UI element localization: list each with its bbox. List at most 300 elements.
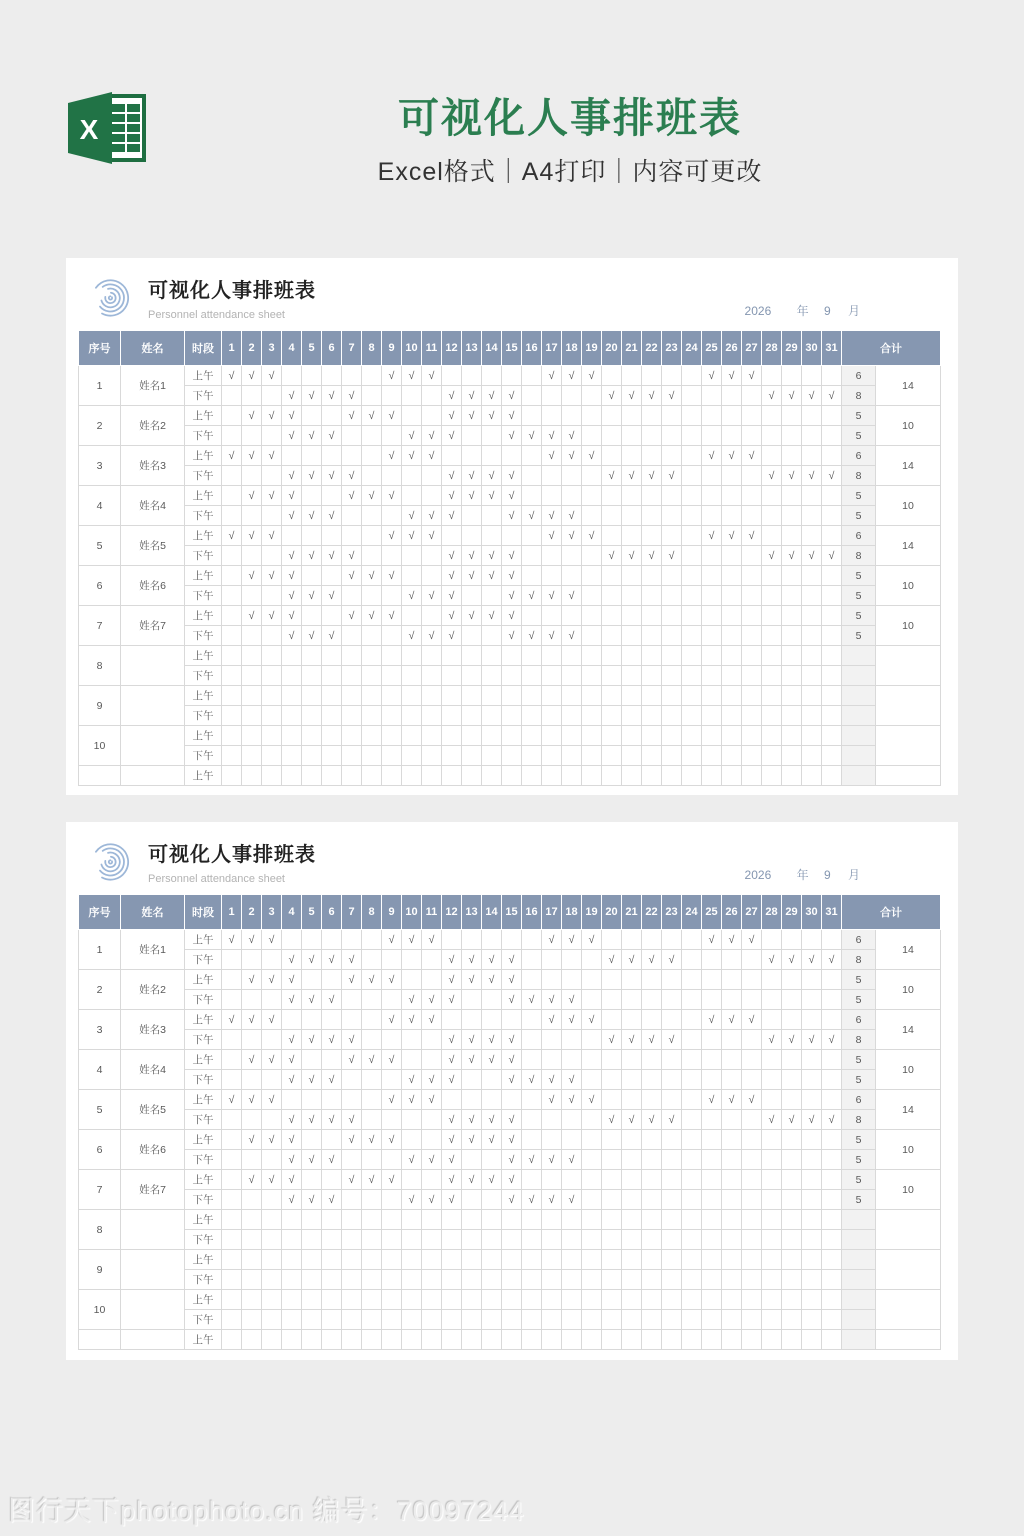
day-cell (802, 486, 822, 506)
person-name: 姓名1 (121, 930, 185, 970)
day-cell (682, 1230, 702, 1250)
day-cell (342, 1270, 362, 1290)
total-cell (876, 726, 941, 766)
day-cell (222, 1290, 242, 1310)
day-cell (662, 746, 682, 766)
day-cell (442, 1290, 462, 1310)
day-cell (222, 1190, 242, 1210)
date-month-unit: 月 (847, 868, 860, 882)
check-mark: √ (802, 546, 822, 566)
check-mark: √ (782, 950, 802, 970)
day-cell (822, 446, 842, 466)
row-index: 1 (79, 366, 121, 406)
day-cell (782, 970, 802, 990)
day-cell (522, 1230, 542, 1250)
day-cell (322, 526, 342, 546)
day-cell (382, 950, 402, 970)
table-row-pm (79, 990, 941, 1010)
person-name: 姓名4 (121, 486, 185, 526)
day-cell (722, 1070, 742, 1090)
day-cell (542, 1290, 562, 1310)
fingerprint-icon (85, 836, 135, 886)
day-cell (582, 606, 602, 626)
day-cell (822, 366, 842, 386)
table-header-row (79, 331, 941, 366)
day-cell (482, 766, 502, 786)
table-row-am (79, 1170, 941, 1190)
day-cell (642, 1270, 662, 1290)
day-cell (222, 1110, 242, 1130)
day-cell (282, 1010, 302, 1030)
check-mark: √ (282, 486, 302, 506)
day-cell (282, 1230, 302, 1250)
day-cell (222, 386, 242, 406)
day-cell (322, 366, 342, 386)
day-cell (482, 706, 502, 726)
day-cell (502, 366, 522, 386)
check-mark: √ (302, 466, 322, 486)
day-cell (362, 646, 382, 666)
day-cell (402, 1110, 422, 1130)
total-cell: 10 (876, 1050, 941, 1090)
check-mark: √ (442, 1110, 462, 1130)
day-cell (642, 506, 662, 526)
day-cell (422, 726, 442, 746)
schedule-table (78, 330, 941, 786)
total-cell (876, 766, 941, 786)
day-cell (362, 1010, 382, 1030)
check-mark: √ (662, 466, 682, 486)
check-mark: √ (442, 1130, 462, 1150)
day-cell (482, 1150, 502, 1170)
check-mark: √ (722, 1010, 742, 1030)
day-cell (522, 766, 542, 786)
date-year: 2026 (744, 868, 772, 882)
day-cell (642, 766, 662, 786)
day-cell (422, 686, 442, 706)
check-mark: √ (342, 1110, 362, 1130)
day-cell (762, 426, 782, 446)
day-cell (462, 626, 482, 646)
total-cell (876, 646, 941, 686)
day-cell (662, 1270, 682, 1290)
day-cell (802, 706, 822, 726)
check-mark: √ (502, 970, 522, 990)
check-mark: √ (342, 566, 362, 586)
day-cell (762, 486, 782, 506)
check-mark: √ (502, 1190, 522, 1210)
total-cell: 10 (876, 486, 941, 526)
total-cell: 10 (876, 1170, 941, 1210)
period-label-am: 上午 (185, 566, 222, 586)
day-cell (822, 1150, 842, 1170)
day-cell (542, 1210, 562, 1230)
day-cell (322, 766, 342, 786)
day-cell (342, 646, 362, 666)
day-cell (482, 1230, 502, 1250)
day-cell (542, 746, 562, 766)
period-label-am: 上午 (185, 1130, 222, 1150)
day-cell (302, 1250, 322, 1270)
subtotal-cell (842, 1290, 876, 1310)
period-label-am: 上午 (185, 1050, 222, 1070)
check-mark: √ (382, 1050, 402, 1070)
subtotal-cell: 8 (842, 1110, 876, 1130)
day-cell (722, 626, 742, 646)
check-mark: √ (282, 1050, 302, 1070)
day-cell (222, 606, 242, 626)
day-cell (242, 466, 262, 486)
check-mark: √ (462, 606, 482, 626)
day-cell (782, 766, 802, 786)
check-mark: √ (502, 546, 522, 566)
day-cell (622, 1230, 642, 1250)
day-cell (702, 1270, 722, 1290)
day-cell (382, 726, 402, 746)
day-cell (762, 406, 782, 426)
day-cell (722, 486, 742, 506)
day-cell (602, 686, 622, 706)
day-cell (682, 930, 702, 950)
day-cell (702, 1250, 722, 1270)
check-mark: √ (742, 930, 762, 950)
day-cell (422, 1290, 442, 1310)
date-year: 2026 (744, 304, 772, 318)
day-cell (262, 586, 282, 606)
day-cell (662, 406, 682, 426)
table-row-am (79, 566, 941, 586)
day-cell (602, 726, 622, 746)
day-cell (822, 566, 842, 586)
day-cell (822, 1290, 842, 1310)
person-name: 姓名5 (121, 526, 185, 566)
check-mark: √ (422, 1010, 442, 1030)
check-mark: √ (262, 406, 282, 426)
day-cell (382, 586, 402, 606)
day-cell (602, 746, 622, 766)
day-cell (422, 386, 442, 406)
day-cell (242, 426, 262, 446)
day-cell (682, 1210, 702, 1230)
day-cell (622, 566, 642, 586)
day-cell (602, 1090, 622, 1110)
day-cell (262, 546, 282, 566)
day-cell (542, 1110, 562, 1130)
day-cell (282, 526, 302, 546)
table-row-pm (79, 1030, 941, 1050)
col-header-day: 24 (682, 895, 702, 930)
col-header-name: 姓名 (121, 331, 185, 366)
row-index: 3 (79, 1010, 121, 1050)
check-mark: √ (282, 970, 302, 990)
check-mark: √ (342, 950, 362, 970)
day-cell (722, 1250, 742, 1270)
col-header-day: 22 (642, 895, 662, 930)
day-cell (602, 646, 622, 666)
day-cell (442, 366, 462, 386)
day-cell (802, 970, 822, 990)
day-cell (722, 1170, 742, 1190)
day-cell (302, 1290, 322, 1310)
check-mark: √ (562, 930, 582, 950)
row-index: 2 (79, 970, 121, 1010)
check-mark: √ (342, 1170, 362, 1190)
subtotal-cell: 5 (842, 1170, 876, 1190)
day-cell (762, 1250, 782, 1270)
day-cell (602, 1330, 622, 1350)
day-cell (822, 1190, 842, 1210)
col-header-day: 19 (582, 895, 602, 930)
col-header-day: 8 (362, 895, 382, 930)
check-mark: √ (662, 546, 682, 566)
day-cell (522, 406, 542, 426)
day-cell (682, 990, 702, 1010)
day-cell (822, 930, 842, 950)
col-header-day: 31 (822, 331, 842, 366)
page-subtitle: Excel格式｜A4打印｜内容可更改 (377, 158, 763, 186)
day-cell (582, 1050, 602, 1070)
day-cell (682, 646, 702, 666)
row-index: 4 (79, 1050, 121, 1090)
day-cell (222, 626, 242, 646)
check-mark: √ (422, 1090, 442, 1110)
day-cell (222, 466, 242, 486)
day-cell (362, 1030, 382, 1050)
day-cell (782, 706, 802, 726)
day-cell (642, 1250, 662, 1270)
total-cell (876, 1290, 941, 1330)
day-cell (422, 646, 442, 666)
check-mark: √ (322, 950, 342, 970)
day-cell (602, 666, 622, 686)
check-mark: √ (442, 1050, 462, 1070)
day-cell (722, 726, 742, 746)
day-cell (562, 486, 582, 506)
check-mark: √ (622, 546, 642, 566)
check-mark: √ (502, 1030, 522, 1050)
day-cell (682, 746, 702, 766)
day-cell (362, 1110, 382, 1130)
day-cell (342, 1310, 362, 1330)
day-cell (662, 586, 682, 606)
check-mark: √ (602, 466, 622, 486)
day-cell (782, 526, 802, 546)
page-title: 可视化人事排班表 (398, 95, 742, 141)
day-cell (462, 646, 482, 666)
day-cell (542, 1250, 562, 1270)
check-mark: √ (462, 1050, 482, 1070)
day-cell (682, 526, 702, 546)
day-cell (602, 606, 622, 626)
row-index: 9 (79, 1250, 121, 1290)
check-mark: √ (342, 970, 362, 990)
day-cell (322, 746, 342, 766)
table-row-am (79, 1250, 941, 1270)
day-cell (742, 990, 762, 1010)
day-cell (762, 1050, 782, 1070)
day-cell (582, 950, 602, 970)
day-cell (662, 1090, 682, 1110)
day-cell (462, 930, 482, 950)
day-cell (782, 446, 802, 466)
check-mark: √ (442, 990, 462, 1010)
day-cell (602, 526, 622, 546)
day-cell (682, 566, 702, 586)
subtotal-cell: 5 (842, 626, 876, 646)
day-cell (802, 746, 822, 766)
day-cell (462, 506, 482, 526)
period-label-am: 上午 (185, 486, 222, 506)
subtotal-cell: 5 (842, 970, 876, 990)
check-mark: √ (762, 466, 782, 486)
day-cell (742, 970, 762, 990)
day-cell (722, 566, 742, 586)
check-mark: √ (282, 466, 302, 486)
check-mark: √ (542, 426, 562, 446)
day-cell (322, 1010, 342, 1030)
day-cell (482, 526, 502, 546)
check-mark: √ (562, 426, 582, 446)
day-cell (422, 1110, 442, 1130)
period-label-pm: 下午 (185, 466, 222, 486)
check-mark: √ (362, 970, 382, 990)
day-cell (662, 1310, 682, 1330)
check-mark: √ (442, 1190, 462, 1210)
day-cell (582, 1270, 602, 1290)
subtotal-cell (842, 726, 876, 746)
day-cell (302, 666, 322, 686)
day-cell (562, 1030, 582, 1050)
day-cell (262, 506, 282, 526)
day-cell (562, 466, 582, 486)
day-cell (582, 1230, 602, 1250)
day-cell (422, 950, 442, 970)
day-cell (302, 930, 322, 950)
day-cell (582, 746, 602, 766)
check-mark: √ (522, 990, 542, 1010)
day-cell (482, 506, 502, 526)
day-cell (702, 546, 722, 566)
subtotal-cell: 5 (842, 1150, 876, 1170)
day-cell (322, 1050, 342, 1070)
subtotal-cell (842, 1310, 876, 1330)
day-cell (482, 1090, 502, 1110)
check-mark: √ (402, 446, 422, 466)
day-cell (282, 930, 302, 950)
day-cell (822, 726, 842, 746)
check-mark: √ (262, 606, 282, 626)
day-cell (462, 726, 482, 746)
period-label-am: 上午 (185, 1090, 222, 1110)
day-cell (502, 1010, 522, 1030)
col-header-day: 3 (262, 331, 282, 366)
day-cell (682, 766, 702, 786)
day-cell (762, 930, 782, 950)
subtotal-cell: 8 (842, 386, 876, 406)
check-mark: √ (322, 426, 342, 446)
day-cell (782, 1210, 802, 1230)
day-cell (622, 1050, 642, 1070)
day-cell (662, 766, 682, 786)
check-mark: √ (602, 950, 622, 970)
day-cell (822, 1210, 842, 1230)
person-name: 姓名2 (121, 406, 185, 446)
check-mark: √ (562, 1070, 582, 1090)
check-mark: √ (802, 386, 822, 406)
day-cell (442, 1250, 462, 1270)
col-header-day: 12 (442, 895, 462, 930)
day-cell (442, 1010, 462, 1030)
day-cell (802, 426, 822, 446)
day-cell (442, 1210, 462, 1230)
day-cell (362, 466, 382, 486)
period-label-pm: 下午 (185, 990, 222, 1010)
day-cell (582, 546, 602, 566)
day-cell (402, 486, 422, 506)
day-cell (762, 586, 782, 606)
day-cell (742, 1330, 762, 1350)
day-cell (222, 1210, 242, 1230)
check-mark: √ (342, 406, 362, 426)
day-cell (582, 1250, 602, 1270)
col-header-period: 时段 (185, 331, 222, 366)
day-cell (422, 1030, 442, 1050)
col-header-day: 24 (682, 331, 702, 366)
check-mark: √ (642, 950, 662, 970)
day-cell (822, 586, 842, 606)
day-cell (342, 930, 362, 950)
day-cell (622, 1130, 642, 1150)
check-mark: √ (482, 406, 502, 426)
check-mark: √ (422, 586, 442, 606)
day-cell (462, 1250, 482, 1270)
day-cell (822, 686, 842, 706)
day-cell (702, 626, 722, 646)
day-cell (522, 1330, 542, 1350)
day-cell (742, 1250, 762, 1270)
day-cell (322, 1170, 342, 1190)
day-cell (342, 746, 362, 766)
check-mark: √ (642, 386, 662, 406)
day-cell (582, 646, 602, 666)
day-cell (242, 950, 262, 970)
check-mark: √ (502, 1070, 522, 1090)
day-cell (782, 666, 802, 686)
day-cell (682, 1290, 702, 1310)
day-cell (722, 506, 742, 526)
day-cell (822, 426, 842, 446)
day-cell (702, 1050, 722, 1070)
check-mark: √ (262, 1170, 282, 1190)
schedule-table-container (78, 330, 946, 782)
day-cell (582, 1150, 602, 1170)
subtotal-cell (842, 1230, 876, 1250)
day-cell (222, 970, 242, 990)
day-cell (442, 1310, 462, 1330)
col-header-day: 27 (742, 895, 762, 930)
day-cell (682, 486, 702, 506)
col-header-day: 5 (302, 331, 322, 366)
day-cell (702, 1190, 722, 1210)
day-cell (582, 666, 602, 686)
day-cell (302, 1130, 322, 1150)
day-cell (822, 606, 842, 626)
table-row-am (79, 970, 941, 990)
check-mark: √ (402, 1010, 422, 1030)
day-cell (762, 666, 782, 686)
col-header-day: 7 (342, 331, 362, 366)
check-mark: √ (582, 930, 602, 950)
